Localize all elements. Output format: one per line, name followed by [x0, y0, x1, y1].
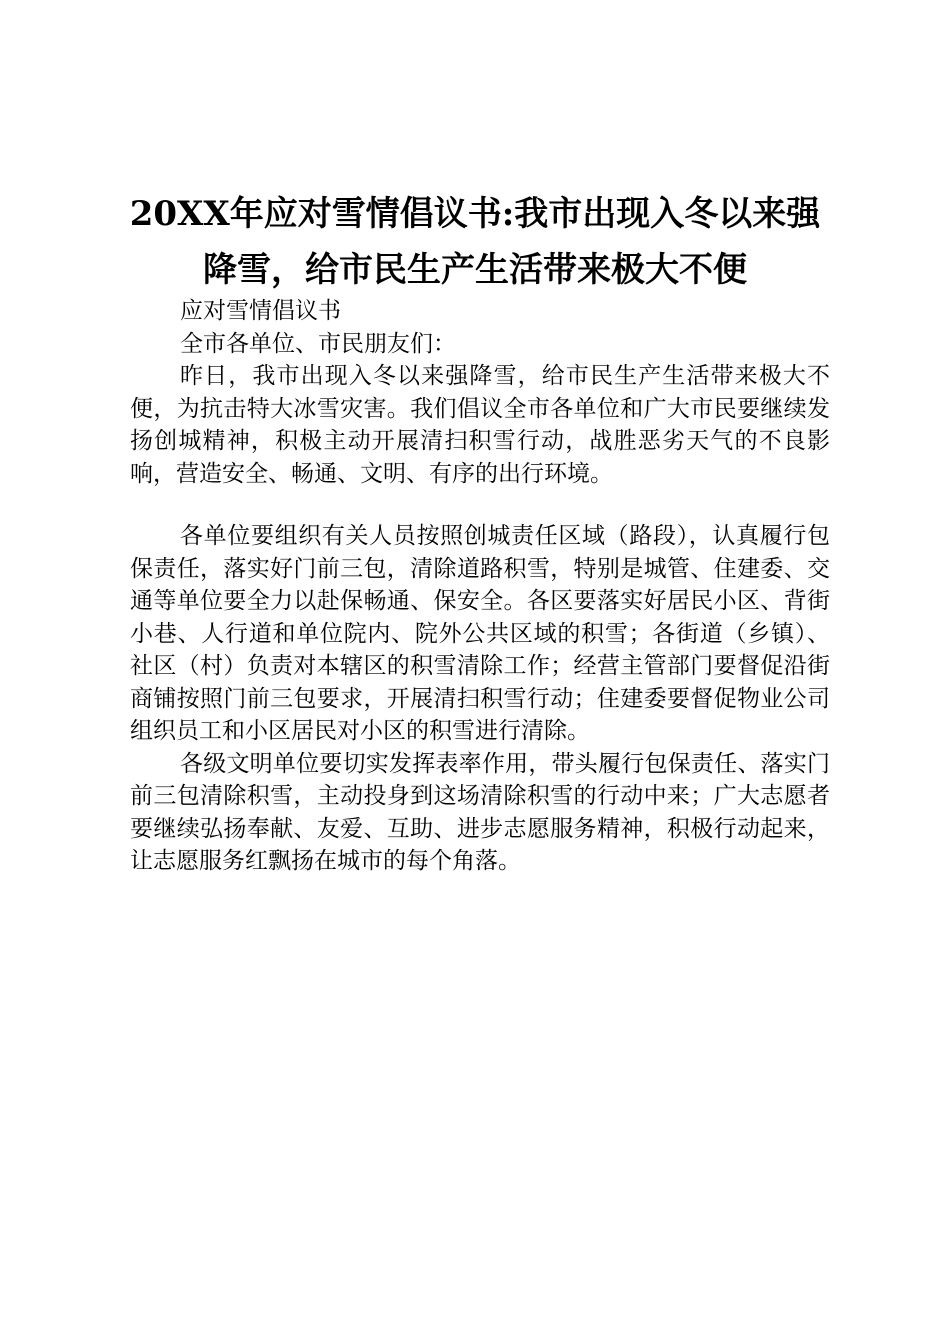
document-body — [130, 295, 830, 878]
paragraph-2: 各单位要组织有关人员按照创城责任区域（路段），认真履行包保责任，落实好门前三包，清除道路积雪，特别是城管、住建委、交通等单位要全力以赴保畅通、保安全。各区要落实好居民小区、背街小巷、人行道和单位院内、院外公共区域的积雪；各街道（乡镇）、社区（村）负责对本辖区的积雪清除工作；经营主管部门要督促沿街商铺按照门前三包要求，开展清扫积雪行动；住建委要督促物业公司组织员工和小区居民对小区的积雪进行清除。 — [130, 523, 830, 744]
title-line-2: 降雪，给市民生产生活带来极大不便 — [203, 250, 747, 290]
paragraph-gap — [130, 490, 830, 520]
title-line-1: 20XX年应对雪情倡议书:我市出现入冬以来强 — [129, 194, 821, 234]
document-title — [110, 186, 840, 298]
document-subtitle: 应对雪情倡议书 — [180, 298, 341, 324]
salutation: 全市各单位、市民朋友们： — [180, 330, 456, 357]
paragraph-3: 各级文明单位要切实发挥表率作用，带头履行包保责任、落实门前三包清除积雪，主动投身到这场清除积雪的行动中来；广大志愿者要继续弘扬奉献、友爱、互助、进步志愿服务精神，积极行动起来，让志愿服务红飘扬在城市的每个角落。 — [130, 750, 830, 874]
paragraph-1: 昨日，我市出现入冬以来强降雪，给市民生产生活带来极大不便，为抗击特大冰雪灾害。我们倡议全市各单位和广大市民要继续发扬创城精神，积极主动开展清扫积雪行动，战胜恶劣天气的不良影响，营造安全、畅通、文明、有序的出行环境。 — [130, 363, 830, 487]
